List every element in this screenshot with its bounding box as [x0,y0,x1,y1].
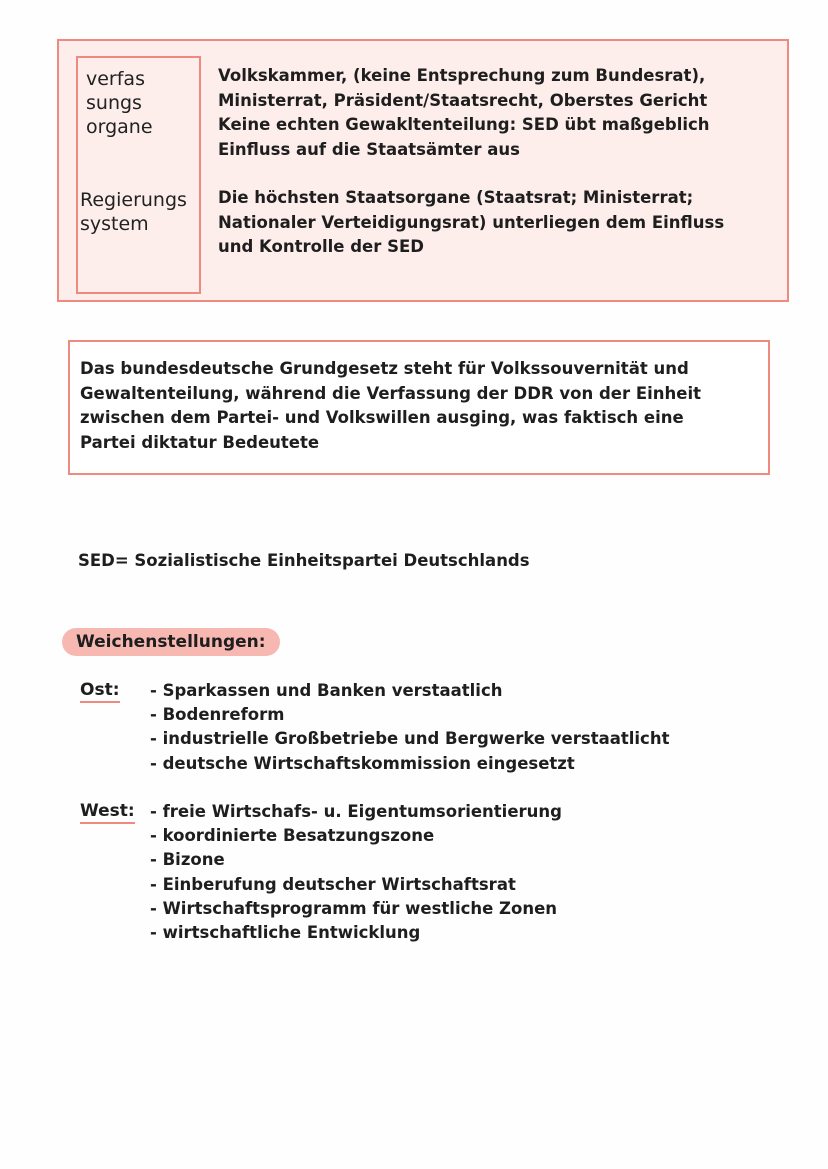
text-line: Ministerrat, Präsident/Staatsrecht, Oberstes Gericht [218,90,708,110]
list-item: - Bodenreform [150,705,285,725]
sed-definition: SED= Sozialistische Einheitspartei Deutschlands [78,551,530,570]
weichenstellungen-heading: Weichenstellungen: [62,628,280,656]
list-item: - Bizone [150,850,225,870]
ost-label: Ost: [80,680,120,703]
label-line: sungs [86,92,142,114]
list-item: - Wirtschaftsprogramm für westliche Zonen [150,898,558,918]
list-item: - Einberufung deutscher Wirtschaftsrat [150,874,516,894]
text-line: Volkskammer, (keine Entsprechung zum Bundesrat), [218,66,706,85]
text-line: und Kontrolle der SED [218,237,424,256]
text-line: Einfluss auf die Staatsämter aus [218,139,520,159]
verfassungsorgane-text [218,64,710,162]
label-line: verfas [86,68,145,90]
text-line: Nationaler Verteidigungsrat) unterliegen dem Einfluss [218,212,725,232]
label-verfassungsorgane [86,67,153,139]
text-line: zwischen dem Partei- und Volkswillen ausging, was faktisch eine [80,408,684,427]
text-line: Die höchsten Staatsorgane (Staatsrat; Ministerrat; [218,188,694,207]
west-label: West: [80,801,135,824]
list-item: - industrielle Großbetriebe und Bergwerke verstaatlicht [150,729,670,749]
list-item: - wirtschaftliche Entwicklung [150,923,421,943]
list-item: - deutsche Wirtschaftskommission eingesetzt [150,753,575,773]
text-line: Keine echten Gewakltenteilung: SED übt maßgeblich [218,115,710,134]
text-line: Partei diktatur Bedeutete [80,432,320,452]
comparison-text [80,357,701,455]
regierungssystem-text [218,186,724,260]
text-line: Gewaltenteilung, während die Verfassung der DDR von der Einheit [80,383,701,403]
ost-list [150,679,669,776]
west-list [150,800,562,945]
text-line: Das bundesdeutsche Grundgesetz steht für Volkssouvernität und [80,359,689,378]
list-item: - Sparkassen und Banken verstaatlich [150,681,503,700]
label-line: organe [86,116,153,138]
label-line: system [80,213,149,235]
label-regierungssystem [80,188,187,236]
label-line: Regierungs [80,189,187,211]
list-item: - koordinierte Besatzungszone [150,826,435,846]
list-item: - freie Wirtschafs- u. Eigentumsorientierung [150,802,562,821]
